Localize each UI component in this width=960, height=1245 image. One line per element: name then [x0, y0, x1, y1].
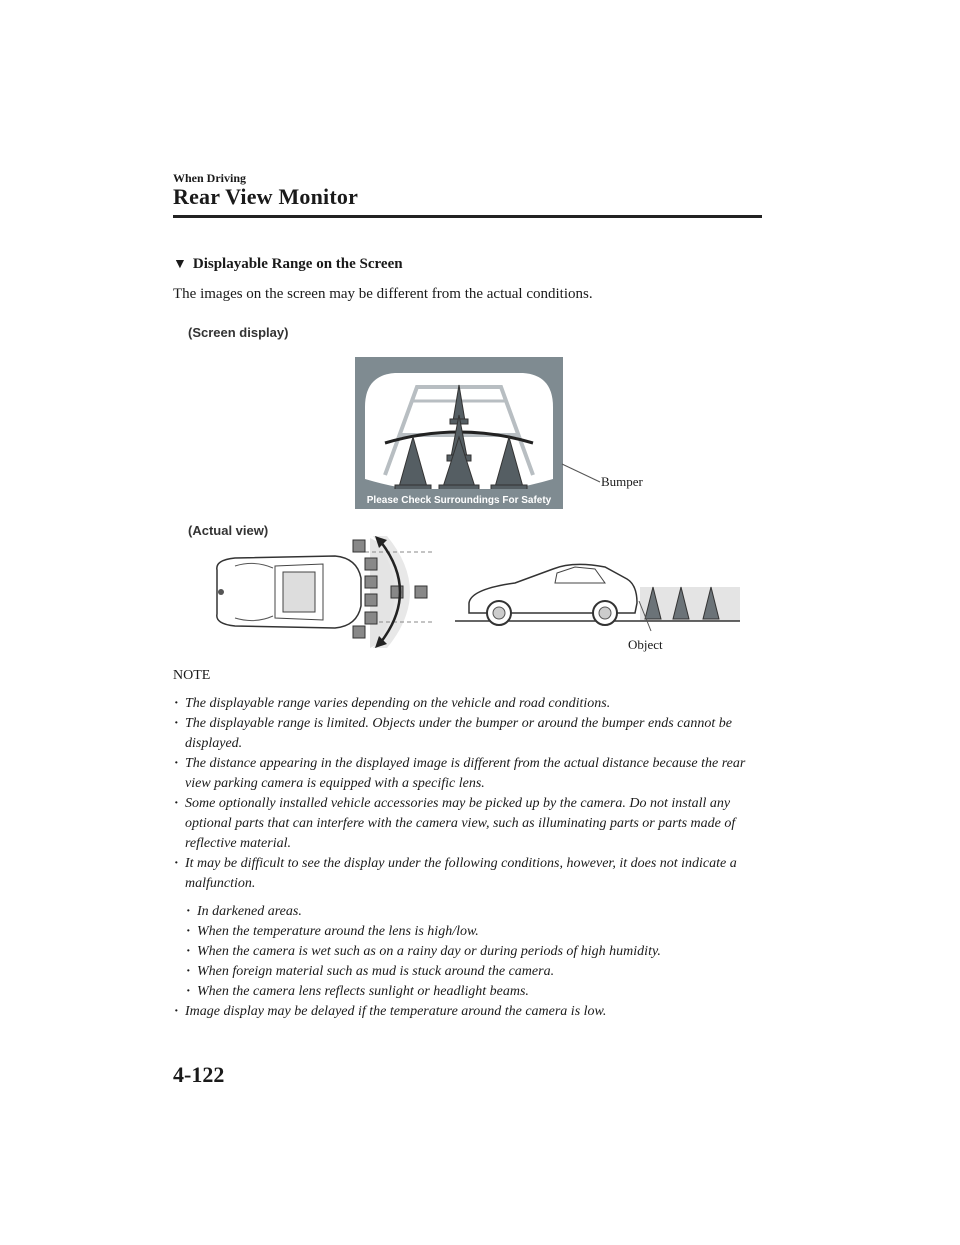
subsection-heading-text: Displayable Range on the Screen [192, 256, 403, 272]
note-subitem: · When the camera is wet such as on a rainy day or during periods of high humidity. [185, 942, 773, 962]
note-subitem: · In darkened areas. [185, 902, 773, 922]
actual-view-caption: (Actual view) [188, 523, 269, 538]
intro-paragraph: The images on the screen may be different from the actual conditions. [173, 286, 593, 302]
note-item [173, 854, 773, 1002]
subsection-heading [173, 256, 403, 273]
intro-text [173, 286, 593, 303]
note-item: · The displayable range is limited. Objects under the bumper or around the bumper ends cannot be displayed. [173, 714, 773, 754]
screen-banner-text: Please Check Surroundings For Safety [366, 495, 552, 506]
note-sublist [185, 902, 773, 1002]
note-subitem: · When the camera lens reflects sunlight or headlight beams. [185, 982, 773, 1002]
section-label: When Driving [173, 171, 247, 185]
top-view-car-illustration [205, 530, 440, 655]
triangle-down-icon: ▼ [173, 257, 187, 272]
page-title: Rear View Monitor [173, 184, 359, 209]
bumper-label: Bumper [601, 474, 643, 489]
bumper-leader-line [560, 462, 604, 486]
screen-display-caption: (Screen display) [188, 325, 289, 340]
note-item: · Some optionally installed vehicle accessories may be picked up by the camera. Do not install any optional parts that can interfere with the camera view, such as illuminating parts or parts made of reflective material. [173, 794, 773, 854]
note-item-text: It may be difficult to see the display under the following conditions, however, it does not indicate a malfunction. [185, 856, 737, 891]
note-list [173, 694, 773, 1022]
note-item: · The distance appearing in the displayed image is different from the actual distance because the rear view parking camera is equipped with a specific lens. [173, 754, 773, 794]
note-item: · Image display may be delayed if the temperature around the camera is low. [173, 1002, 773, 1022]
note-heading: NOTE [173, 668, 211, 683]
note-item: · The displayable range varies depending on the vehicle and road conditions. [173, 694, 773, 714]
note-subitem: · When foreign material such as mud is stuck around the camera. [185, 962, 773, 982]
title-rule [173, 215, 762, 218]
object-label: Object [628, 637, 663, 652]
page-number: 4-122 [173, 1062, 225, 1087]
note-subitem: · When the temperature around the lens is high/low. [185, 922, 773, 942]
screen-display-illustration [355, 357, 563, 509]
side-view-car-illustration [455, 555, 740, 635]
